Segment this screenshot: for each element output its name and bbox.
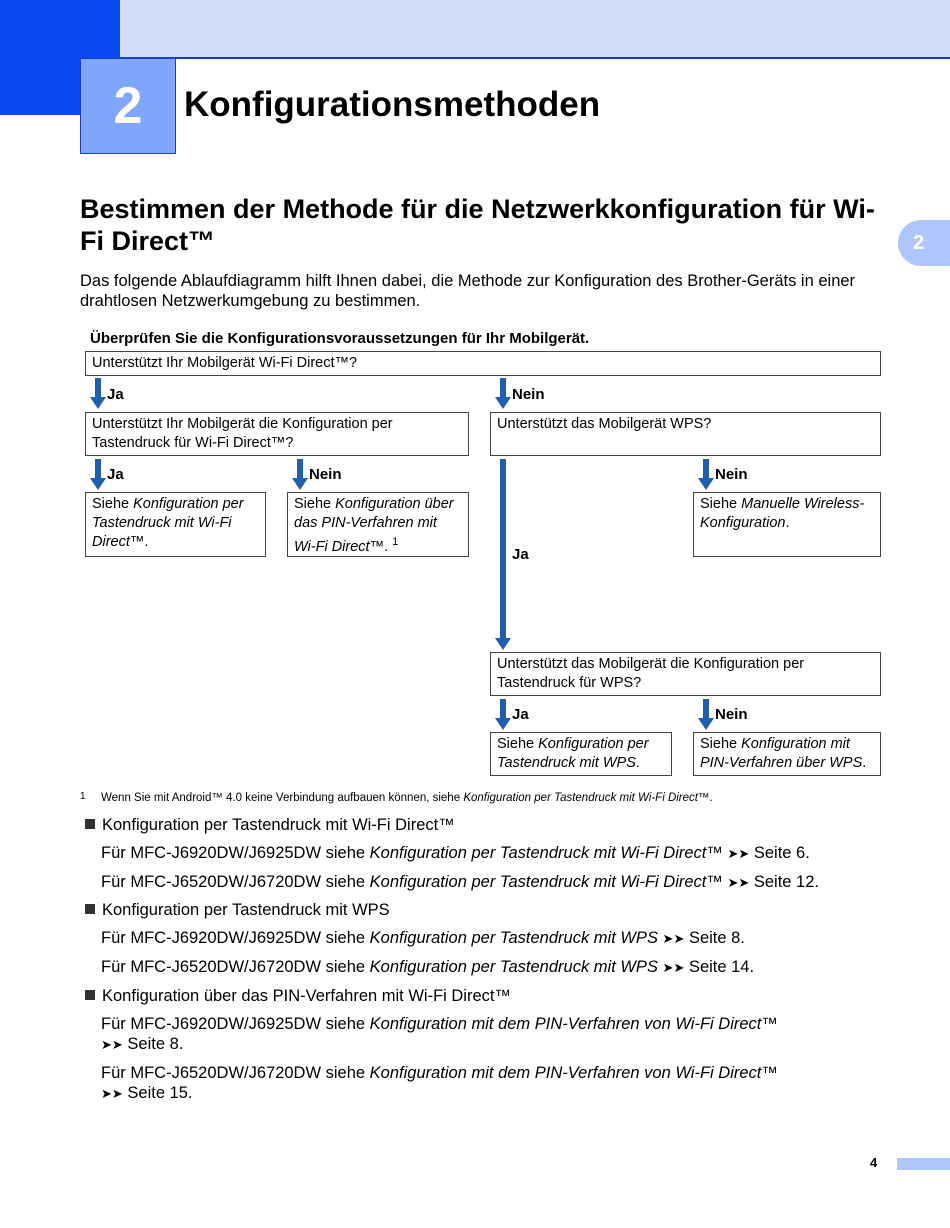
bullet-square-icon: [85, 904, 95, 914]
entry-link[interactable]: Konfiguration per Tastendruck mit Wi-Fi Direct™: [369, 844, 723, 862]
question-wifi-direct: Unterstützt Ihr Mobilgerät Wi-Fi Direct™?: [85, 351, 881, 376]
result-pin-wps: [693, 732, 881, 776]
chapter-number: 2: [113, 77, 143, 135]
result-period: .: [635, 755, 640, 771]
list-entry: [101, 928, 745, 949]
question-wps: Unterstützt das Mobilgerät WPS?: [490, 412, 881, 456]
list-entry: [101, 1063, 821, 1104]
bullet-square-icon: [85, 990, 95, 1000]
list-item: [85, 986, 511, 1006]
page-arrows-icon: ➤➤: [727, 846, 750, 861]
list-entry: [101, 1014, 821, 1055]
entry-link[interactable]: Konfiguration mit dem PIN-Verfahren von Wi-Fi Direct™: [369, 1015, 778, 1033]
page-number: 4: [870, 1155, 878, 1170]
arrow-down-icon: [291, 459, 309, 491]
arrow-down-icon: [89, 378, 107, 410]
result-push-button-wifi-direct: [85, 492, 266, 557]
list-item-title: Konfiguration über das PIN-Verfahren mit Wi-Fi Direct™: [102, 987, 511, 1005]
result-see: Siehe: [92, 496, 130, 512]
result-see: Siehe: [700, 736, 738, 752]
entry-model: Für MFC-J6520DW/J6720DW siehe: [101, 1064, 366, 1082]
entry-page: Seite 8.: [127, 1035, 184, 1053]
long-arrow-down-icon: [494, 459, 512, 651]
entry-page: Seite 6.: [753, 844, 810, 862]
page-arrows-icon: ➤➤: [101, 1037, 123, 1052]
footnote-link[interactable]: Konfiguration per Tastendruck mit Wi-Fi Direct™: [463, 792, 710, 804]
label-yes: Ja: [512, 546, 529, 563]
entry-link[interactable]: Konfiguration per Tastendruck mit WPS: [369, 929, 658, 947]
footnote-ref: 1: [392, 536, 399, 548]
page-arrows-icon: ➤➤: [662, 960, 685, 975]
label-no: Nein: [309, 466, 342, 483]
arrow-down-icon: [697, 459, 715, 491]
chapter-title: Konfigurationsmethoden: [184, 85, 601, 124]
list-item: [85, 900, 390, 920]
page-arrows-icon: ➤➤: [662, 931, 685, 946]
label-no: Nein: [715, 466, 748, 483]
arrow-down-icon: [89, 459, 107, 491]
arrow-down-icon: [494, 378, 512, 410]
list-entry: [101, 872, 819, 893]
entry-model: Für MFC-J6920DW/J6925DW siehe: [101, 1015, 366, 1033]
bullet-square-icon: [85, 819, 95, 829]
label-yes: Ja: [512, 706, 529, 723]
header-band: [0, 0, 950, 59]
entry-page: Seite 14.: [688, 958, 755, 976]
entry-page: Seite 15.: [127, 1084, 193, 1102]
result-ref: Konfiguration über das PIN-Verfahren mit Wi-Fi Direct™: [294, 496, 454, 555]
result-see: Siehe: [497, 736, 535, 752]
result-ref: Konfiguration per Tastendruck mit WPS: [497, 736, 649, 771]
label-yes: Ja: [107, 386, 124, 403]
entry-page: Seite 8.: [688, 929, 745, 947]
list-item-title: Konfiguration per Tastendruck mit Wi-Fi Direct™: [102, 816, 455, 834]
page-arrows-icon: ➤➤: [101, 1086, 123, 1101]
result-ref: Konfiguration mit PIN-Verfahren über WPS: [700, 736, 863, 771]
label-no: Nein: [512, 386, 545, 403]
arrow-down-icon: [697, 699, 715, 731]
result-period: .: [862, 755, 867, 771]
question-push-button-wps: Unterstützt das Mobilgerät die Konfiguration per Tastendruck für WPS?: [490, 652, 881, 696]
page-footer-bar: [897, 1158, 950, 1170]
entry-model: Für MFC-J6520DW/J6720DW siehe: [101, 873, 366, 891]
result-ref: Manuelle Wireless-Konfiguration: [700, 496, 865, 531]
entry-link[interactable]: Konfiguration mit dem PIN-Verfahren von Wi-Fi Direct™: [369, 1064, 778, 1082]
list-item: [85, 815, 455, 835]
question-push-button-wifi-direct: Unterstützt Ihr Mobilgerät die Konfiguration per Tastendruck für Wi-Fi Direct™?: [85, 412, 469, 456]
result-push-button-wps: [490, 732, 672, 776]
footnote-mark: 1: [80, 791, 86, 802]
list-entry: [101, 843, 810, 864]
result-period: .: [144, 534, 149, 550]
result-pin-wifi-direct: [287, 492, 469, 557]
result-see: Siehe: [294, 496, 332, 512]
label-yes: Ja: [107, 466, 124, 483]
flowchart-heading: Überprüfen Sie die Konfigurationsvoraussetzungen für Ihr Mobilgerät.: [90, 330, 590, 347]
entry-model: Für MFC-J6520DW/J6720DW siehe: [101, 958, 366, 976]
footnote-text: Wenn Sie mit Android™ 4.0 keine Verbindung aufbauen können, siehe: [101, 792, 461, 804]
footnote-end: .: [709, 792, 713, 804]
list-entry: [101, 957, 754, 978]
label-no: Nein: [715, 706, 748, 723]
entry-page: Seite 12.: [753, 873, 819, 891]
entry-model: Für MFC-J6920DW/J6925DW siehe: [101, 929, 366, 947]
page-arrows-icon: ➤➤: [727, 875, 750, 890]
section-intro: Das folgende Ablaufdiagramm hilft Ihnen dabei, die Methode zur Konfiguration des Brother-Geräts in einer drahtlosen Netzwerkumgebung zu bestimmen.: [80, 272, 856, 310]
list-item-title: Konfiguration per Tastendruck mit WPS: [102, 901, 390, 919]
arrow-down-icon: [494, 699, 512, 731]
result-period: .: [384, 538, 389, 555]
result-see: Siehe: [700, 496, 738, 512]
section-title: Bestimmen der Methode für die Netzwerkkonfiguration für Wi-Fi Direct™: [80, 194, 875, 256]
result-period: .: [785, 515, 790, 531]
chapter-side-tab: 2: [898, 220, 950, 266]
chapter-number-box: [80, 58, 176, 154]
result-ref: Konfiguration per Tastendruck mit Wi-Fi Direct™: [92, 496, 244, 550]
entry-model: Für MFC-J6920DW/J6925DW siehe: [101, 844, 366, 862]
entry-link[interactable]: Konfiguration per Tastendruck mit WPS: [369, 958, 658, 976]
result-manual-wireless: [693, 492, 881, 557]
entry-link[interactable]: Konfiguration per Tastendruck mit Wi-Fi Direct™: [369, 873, 723, 891]
